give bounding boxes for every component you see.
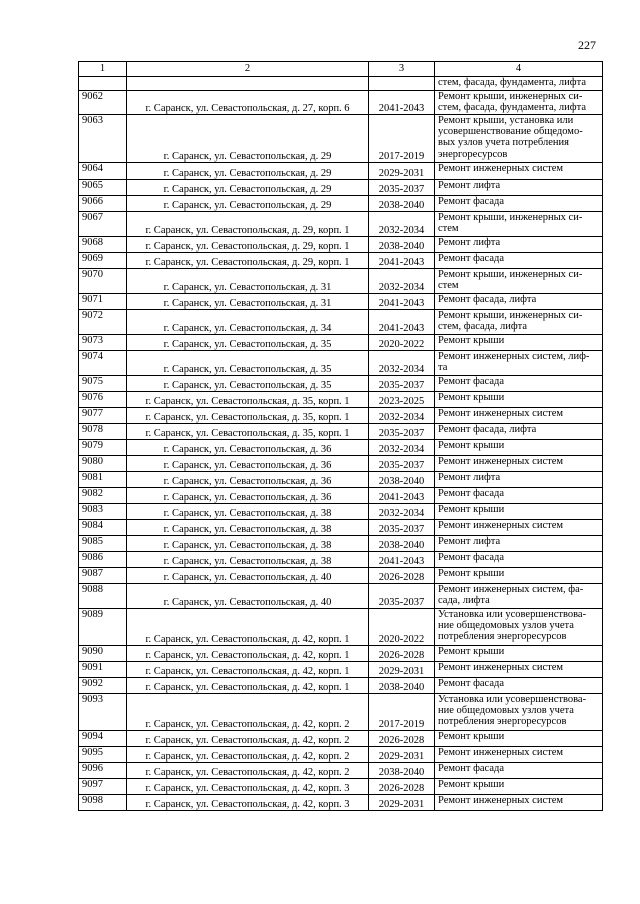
work-type-line: Ремонт крыши: [438, 440, 505, 451]
column-header-number: 1: [79, 62, 127, 77]
table-row: [79, 609, 603, 646]
period-cell: 2038-2040: [369, 196, 435, 212]
work-type-line: Ремонт крыши, инженерных си-: [438, 269, 583, 280]
work-type-line: стем: [438, 280, 459, 292]
work-type-cell: [435, 779, 603, 795]
period-cell: 2020-2022: [369, 335, 435, 351]
address-cell: г. Саранск, ул. Севастопольская, д. 35: [127, 351, 369, 376]
column-header-period: 3: [369, 62, 435, 77]
work-type-cell: [435, 795, 603, 811]
row-number-cell: 9089: [79, 609, 127, 646]
table-row: [79, 91, 603, 115]
table-row: [79, 646, 603, 662]
table-row: [79, 77, 603, 91]
period-cell: 2032-2034: [369, 351, 435, 376]
work-type-line: Установка или усовершенствова-: [438, 694, 587, 705]
address-cell: г. Саранск, ул. Севастопольская, д. 42, корп. 2: [127, 731, 369, 747]
work-type-line: Ремонт лифта: [438, 237, 501, 248]
row-number-cell: 9076: [79, 392, 127, 408]
row-number-cell: 9097: [79, 779, 127, 795]
address-cell: г. Саранск, ул. Севастопольская, д. 38: [127, 536, 369, 552]
address-cell: [127, 77, 369, 91]
work-type-cell: [435, 237, 603, 253]
work-type-line: Ремонт фасада: [438, 763, 505, 774]
work-type-line: Ремонт крыши: [438, 731, 505, 742]
row-number-cell: 9081: [79, 472, 127, 488]
address-cell: г. Саранск, ул. Севастопольская, д. 35, корп. 1: [127, 392, 369, 408]
work-type-line: Ремонт крыши: [438, 646, 505, 657]
work-type-cell: [435, 763, 603, 779]
period-cell: 2035-2037: [369, 456, 435, 472]
work-type-cell: [435, 747, 603, 763]
row-number-cell: 9079: [79, 440, 127, 456]
work-type-line: Ремонт фасада: [438, 552, 505, 563]
column-header-address: 2: [127, 62, 369, 77]
row-number-cell: 9078: [79, 424, 127, 440]
address-cell: г. Саранск, ул. Севастопольская, д. 29: [127, 115, 369, 163]
address-cell: г. Саранск, ул. Севастопольская, д. 29, корп. 1: [127, 237, 369, 253]
table-row: [79, 552, 603, 568]
table-row: [79, 694, 603, 731]
work-type-cell: [435, 253, 603, 269]
table-row: [79, 662, 603, 678]
period-cell: 2035-2037: [369, 376, 435, 392]
work-type-line: вых узлов учета потребления: [438, 137, 569, 149]
work-type-cell: [435, 568, 603, 584]
work-type-line: Ремонт фасада, лифта: [438, 424, 537, 435]
work-type-line: Ремонт фасада: [438, 488, 505, 499]
table-row: [79, 180, 603, 196]
row-number-cell: 9070: [79, 269, 127, 294]
address-cell: г. Саранск, ул. Севастопольская, д. 34: [127, 310, 369, 335]
address-cell: г. Саранск, ул. Севастопольская, д. 29: [127, 180, 369, 196]
row-number-cell: 9066: [79, 196, 127, 212]
work-type-cell: [435, 440, 603, 456]
work-type-cell: [435, 536, 603, 552]
address-cell: г. Саранск, ул. Севастопольская, д. 35, корп. 1: [127, 408, 369, 424]
table-row: [79, 408, 603, 424]
row-number-cell: 9084: [79, 520, 127, 536]
work-type-line: Ремонт крыши, инженерных си-: [438, 91, 583, 102]
work-type-line: Ремонт фасада, лифта: [438, 294, 537, 305]
period-cell: 2026-2028: [369, 646, 435, 662]
work-type-line: Ремонт инженерных систем: [438, 662, 564, 673]
work-type-line: Ремонт крыши: [438, 392, 505, 403]
work-type-line: Ремонт фасада: [438, 678, 505, 689]
period-cell: 2035-2037: [369, 424, 435, 440]
period-cell: 2026-2028: [369, 779, 435, 795]
table-row: [79, 351, 603, 376]
work-type-cell: [435, 472, 603, 488]
table-row: [79, 310, 603, 335]
period-cell: 2029-2031: [369, 163, 435, 180]
address-cell: г. Саранск, ул. Севастопольская, д. 36: [127, 440, 369, 456]
work-type-cell: [435, 424, 603, 440]
work-type-cell: [435, 180, 603, 196]
work-type-line: Ремонт лифта: [438, 536, 501, 547]
work-type-line: Ремонт фасада: [438, 253, 505, 264]
work-type-line: Ремонт инженерных систем: [438, 163, 564, 174]
work-type-line: стем, фасада, лифта: [438, 321, 528, 333]
period-cell: 2038-2040: [369, 763, 435, 779]
table-row: [79, 392, 603, 408]
period-cell: 2038-2040: [369, 678, 435, 694]
table-row: [79, 456, 603, 472]
table-row: [79, 253, 603, 269]
table-row: [79, 795, 603, 811]
period-cell: 2035-2037: [369, 584, 435, 609]
period-cell: 2041-2043: [369, 253, 435, 269]
work-type-line: та: [438, 362, 448, 374]
address-cell: г. Саранск, ул. Севастопольская, д. 42, корп. 2: [127, 747, 369, 763]
period-cell: 2026-2028: [369, 731, 435, 747]
work-type-line: Установка или усовершенствова-: [438, 609, 587, 620]
row-number-cell: 9065: [79, 180, 127, 196]
table-row: [79, 237, 603, 253]
row-number-cell: 9086: [79, 552, 127, 568]
work-type-line: ние общедомовых узлов учета: [438, 620, 574, 632]
address-cell: г. Саранск, ул. Севастопольская, д. 29, корп. 1: [127, 212, 369, 237]
work-type-line: потребления энергоресурсов: [438, 631, 567, 643]
work-type-line: Ремонт лифта: [438, 180, 501, 191]
work-type-line: Ремонт инженерных систем: [438, 520, 564, 531]
work-type-line: Ремонт фасада: [438, 196, 505, 207]
address-cell: г. Саранск, ул. Севастопольская, д. 42, корп. 1: [127, 609, 369, 646]
period-cell: 2032-2034: [369, 269, 435, 294]
row-number-cell: 9073: [79, 335, 127, 351]
row-number-cell: 9092: [79, 678, 127, 694]
table-row: [79, 472, 603, 488]
row-number-cell: 9074: [79, 351, 127, 376]
work-type-cell: [435, 392, 603, 408]
work-type-line: Ремонт крыши, инженерных си-: [438, 310, 583, 321]
row-number-cell: 9093: [79, 694, 127, 731]
work-type-line: Ремонт крыши, инженерных си-: [438, 212, 583, 223]
table-row: [79, 763, 603, 779]
address-cell: г. Саранск, ул. Севастопольская, д. 31: [127, 269, 369, 294]
period-cell: 2038-2040: [369, 237, 435, 253]
row-number-cell: 9087: [79, 568, 127, 584]
address-cell: г. Саранск, ул. Севастопольская, д. 42, корп. 1: [127, 646, 369, 662]
address-cell: г. Саранск, ул. Севастопольская, д. 42, корп. 1: [127, 678, 369, 694]
address-cell: г. Саранск, ул. Севастопольская, д. 38: [127, 504, 369, 520]
work-type-line: Ремонт инженерных систем: [438, 456, 564, 467]
work-type-cell: [435, 662, 603, 678]
period-cell: 2038-2040: [369, 472, 435, 488]
work-type-cell: [435, 335, 603, 351]
row-number-cell: 9088: [79, 584, 127, 609]
table-header-row: [79, 62, 603, 77]
address-cell: г. Саранск, ул. Севастопольская, д. 38: [127, 552, 369, 568]
work-type-line: Ремонт крыши: [438, 568, 505, 579]
address-cell: г. Саранск, ул. Севастопольская, д. 38: [127, 520, 369, 536]
work-type-line: Ремонт инженерных систем: [438, 747, 564, 758]
work-type-line: Ремонт лифта: [438, 472, 501, 483]
table-row: [79, 424, 603, 440]
address-cell: г. Саранск, ул. Севастопольская, д. 42, корп. 1: [127, 662, 369, 678]
row-number-cell: 9091: [79, 662, 127, 678]
row-number-cell: 9068: [79, 237, 127, 253]
table-row: [79, 196, 603, 212]
work-type-line: Ремонт крыши: [438, 504, 505, 515]
table-row: [79, 335, 603, 351]
work-type-cell: [435, 694, 603, 731]
work-type-cell: [435, 163, 603, 180]
period-cell: 2023-2025: [369, 392, 435, 408]
table-row: [79, 376, 603, 392]
address-cell: г. Саранск, ул. Севастопольская, д. 36: [127, 488, 369, 504]
period-cell: 2029-2031: [369, 795, 435, 811]
table-row: [79, 747, 603, 763]
work-type-cell: [435, 731, 603, 747]
work-type-line: стем: [438, 223, 459, 235]
table-row: [79, 678, 603, 694]
table-row: [79, 440, 603, 456]
table-row: [79, 779, 603, 795]
row-number-cell: 9063: [79, 115, 127, 163]
work-type-line: Ремонт крыши: [438, 335, 505, 346]
work-type-line: стем, фасада, фундамента, лифта: [438, 77, 586, 88]
work-type-line: усовершенствование общедомо-: [438, 126, 583, 138]
work-type-cell: [435, 584, 603, 609]
period-cell: 2017-2019: [369, 694, 435, 731]
address-cell: г. Саранск, ул. Севастопольская, д. 40: [127, 568, 369, 584]
period-cell: 2035-2037: [369, 180, 435, 196]
page-number: 227: [578, 38, 596, 52]
work-type-cell: [435, 609, 603, 646]
period-cell: [369, 77, 435, 91]
work-type-line: Ремонт крыши: [438, 779, 505, 790]
work-type-line: Ремонт инженерных систем, лиф-: [438, 351, 590, 362]
row-number-cell: 9071: [79, 294, 127, 310]
period-cell: 2017-2019: [369, 115, 435, 163]
work-type-cell: [435, 552, 603, 568]
work-type-cell: [435, 408, 603, 424]
address-cell: г. Саранск, ул. Севастопольская, д. 35: [127, 376, 369, 392]
work-type-cell: [435, 77, 603, 91]
column-header-work: 4: [435, 62, 603, 77]
work-type-line: сада, лифта: [438, 595, 490, 607]
address-cell: г. Саранск, ул. Севастопольская, д. 29: [127, 196, 369, 212]
address-cell: г. Саранск, ул. Севастопольская, д. 29: [127, 163, 369, 180]
address-cell: г. Саранск, ул. Севастопольская, д. 29, корп. 1: [127, 253, 369, 269]
table-row: [79, 115, 603, 163]
row-number-cell: 9075: [79, 376, 127, 392]
row-number-cell: 9064: [79, 163, 127, 180]
period-cell: 2032-2034: [369, 504, 435, 520]
work-type-cell: [435, 310, 603, 335]
address-cell: г. Саранск, ул. Севастопольская, д. 35, корп. 1: [127, 424, 369, 440]
row-number-cell: 9069: [79, 253, 127, 269]
row-number-cell: 9085: [79, 536, 127, 552]
address-cell: г. Саранск, ул. Севастопольская, д. 42, корп. 2: [127, 763, 369, 779]
work-type-cell: [435, 456, 603, 472]
row-number-cell: 9094: [79, 731, 127, 747]
row-number-cell: 9090: [79, 646, 127, 662]
work-type-cell: [435, 351, 603, 376]
row-number-cell: 9096: [79, 763, 127, 779]
address-cell: г. Саранск, ул. Севастопольская, д. 35: [127, 335, 369, 351]
table-row: [79, 520, 603, 536]
period-cell: 2029-2031: [369, 662, 435, 678]
work-type-cell: [435, 115, 603, 163]
row-number-cell: 9095: [79, 747, 127, 763]
work-type-cell: [435, 646, 603, 662]
work-type-cell: [435, 91, 603, 115]
address-cell: г. Саранск, ул. Севастопольская, д. 27, корп. 6: [127, 91, 369, 115]
period-cell: 2041-2043: [369, 488, 435, 504]
table-row: [79, 504, 603, 520]
period-cell: 2026-2028: [369, 568, 435, 584]
work-type-line: Ремонт инженерных систем: [438, 795, 564, 806]
row-number-cell: [79, 77, 127, 91]
work-type-line: Ремонт крыши, установка или: [438, 115, 574, 126]
work-type-line: стем, фасада, фундамента, лифта: [438, 102, 586, 114]
repair-schedule-table: [78, 61, 603, 811]
work-type-line: Ремонт инженерных систем, фа-: [438, 584, 584, 595]
row-number-cell: 9080: [79, 456, 127, 472]
work-type-line: ние общедомовых узлов учета: [438, 705, 574, 717]
work-type-cell: [435, 294, 603, 310]
work-type-cell: [435, 488, 603, 504]
work-type-cell: [435, 504, 603, 520]
table-row: [79, 294, 603, 310]
table-row: [79, 488, 603, 504]
table-row: [79, 536, 603, 552]
work-type-cell: [435, 678, 603, 694]
address-cell: г. Саранск, ул. Севастопольская, д. 42, корп. 3: [127, 795, 369, 811]
row-number-cell: 9072: [79, 310, 127, 335]
row-number-cell: 9067: [79, 212, 127, 237]
row-number-cell: 9082: [79, 488, 127, 504]
period-cell: 2032-2034: [369, 408, 435, 424]
work-type-cell: [435, 196, 603, 212]
row-number-cell: 9098: [79, 795, 127, 811]
row-number-cell: 9062: [79, 91, 127, 115]
period-cell: 2041-2043: [369, 294, 435, 310]
row-number-cell: 9083: [79, 504, 127, 520]
address-cell: г. Саранск, ул. Севастопольская, д. 40: [127, 584, 369, 609]
period-cell: 2041-2043: [369, 310, 435, 335]
period-cell: 2032-2034: [369, 212, 435, 237]
table-row: [79, 212, 603, 237]
work-type-cell: [435, 212, 603, 237]
work-type-cell: [435, 269, 603, 294]
address-cell: г. Саранск, ул. Севастопольская, д. 36: [127, 456, 369, 472]
period-cell: 2041-2043: [369, 91, 435, 115]
row-number-cell: 9077: [79, 408, 127, 424]
table-row: [79, 568, 603, 584]
work-type-line: Ремонт фасада: [438, 376, 505, 387]
table-row: [79, 163, 603, 180]
period-cell: 2029-2031: [369, 747, 435, 763]
period-cell: 2041-2043: [369, 552, 435, 568]
period-cell: 2020-2022: [369, 609, 435, 646]
address-cell: г. Саранск, ул. Севастопольская, д. 42, корп. 3: [127, 779, 369, 795]
table-body: [79, 77, 603, 811]
address-cell: г. Саранск, ул. Севастопольская, д. 31: [127, 294, 369, 310]
work-type-cell: [435, 520, 603, 536]
address-cell: г. Саранск, ул. Севастопольская, д. 42, корп. 2: [127, 694, 369, 731]
work-type-line: Ремонт инженерных систем: [438, 408, 564, 419]
period-cell: 2035-2037: [369, 520, 435, 536]
work-type-cell: [435, 376, 603, 392]
table-row: [79, 584, 603, 609]
work-type-line: энергоресурсов: [438, 148, 508, 160]
period-cell: 2038-2040: [369, 536, 435, 552]
table-row: [79, 731, 603, 747]
address-cell: г. Саранск, ул. Севастопольская, д. 36: [127, 472, 369, 488]
period-cell: 2032-2034: [369, 440, 435, 456]
table-row: [79, 269, 603, 294]
work-type-line: потребления энергоресурсов: [438, 716, 567, 728]
